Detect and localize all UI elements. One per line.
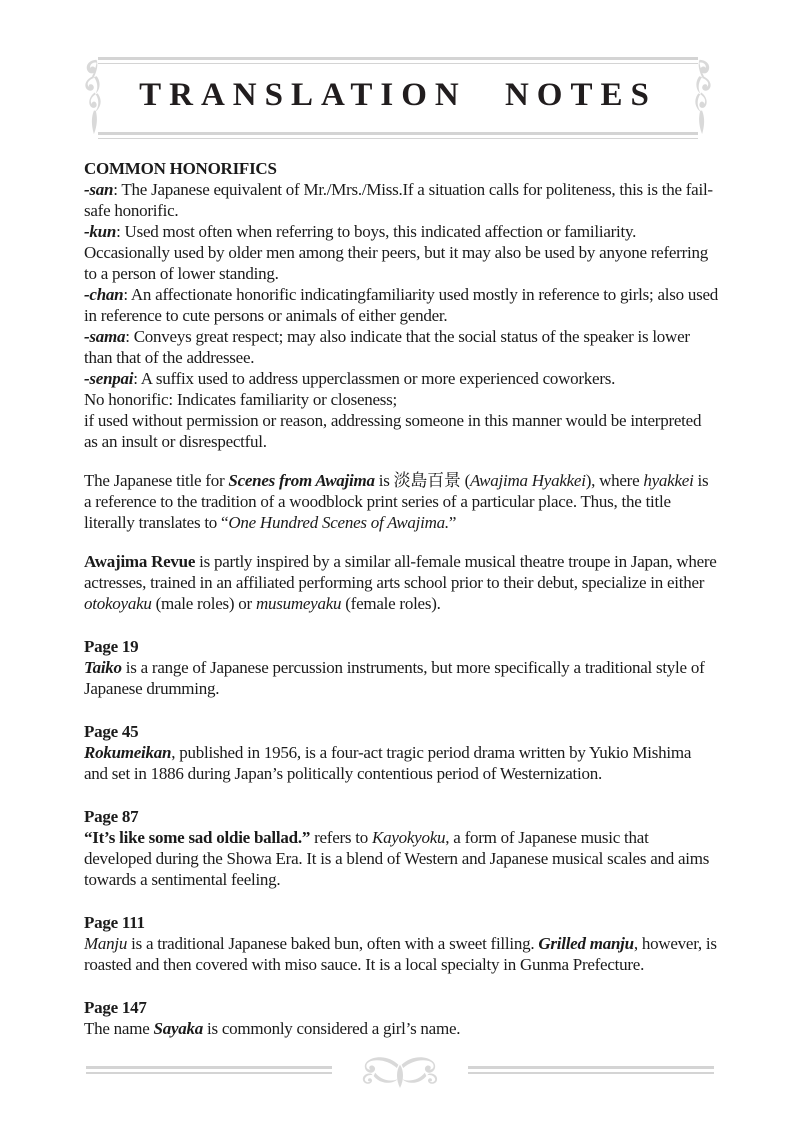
- text-segment: is a traditional Japanese baked bun, often with a sweet filling.: [127, 934, 539, 953]
- text-segment: Page 19: [84, 637, 139, 656]
- honorific-sama: [84, 326, 718, 368]
- text-segment: (male roles) or: [151, 594, 256, 613]
- text-segment: : Conveys great respect; may also indicate that the social status of the speaker is lower than that of the addressee.: [84, 327, 690, 367]
- header-top-rule: [98, 57, 698, 64]
- footer-right-rule: [468, 1066, 714, 1074]
- header-bottom-rule: [98, 132, 698, 139]
- note-awajima-revue: [84, 551, 718, 614]
- honorific-none-continued: [84, 410, 718, 452]
- text-segment: -chan: [84, 285, 124, 304]
- text-segment: Rokumeikan: [84, 743, 172, 762]
- text-segment: is 淡島百景 (: [374, 471, 470, 490]
- text-segment: Page 45: [84, 722, 139, 741]
- text-segment: The name: [84, 1019, 154, 1038]
- honorific-san: [84, 179, 718, 221]
- text-segment: , a form of Japanese music that developed during the Showa Era. It is a blend of Western and Japanese musical scales and aims towards a sentimental feeling.: [84, 828, 710, 889]
- text-segment: : An affectionate honorific indicatingfamiliarity used mostly in reference to girls; also used in reference to cute persons or animals of either gender.: [84, 285, 718, 325]
- text-segment: : The Japanese equivalent of Mr./Mrs./Miss.If a situation calls for politeness, this is the fail-safe honorific.: [84, 180, 713, 220]
- text-segment: , however, is roasted and then covered with miso sauce. It is a local specialty in Gunma Prefecture.: [84, 934, 717, 974]
- rule-line: [98, 63, 698, 65]
- text-segment: is partly inspired by a similar all-female musical theatre troupe in Japan, where actresses, trained in an affiliated performing arts school prior to their debut, specialize in either: [84, 552, 717, 592]
- page-87-heading: [84, 806, 718, 827]
- text-segment: -sama: [84, 327, 126, 346]
- text-segment: ”: [448, 513, 457, 532]
- text-segment: Page 147: [84, 998, 147, 1017]
- text-segment: COMMON HONORIFICS: [84, 159, 277, 178]
- text-segment: “It’s like some sad oldie ballad.”: [84, 828, 311, 847]
- text-segment: Scenes from Awajima: [228, 471, 375, 490]
- note-kayokyoku: [84, 827, 718, 890]
- floral-flourish-right-icon: [690, 59, 716, 135]
- rule-line: [86, 1072, 332, 1074]
- honorific-senpai: [84, 368, 718, 389]
- page-19-heading: [84, 636, 718, 657]
- text-segment: Manju: [84, 934, 128, 953]
- text-segment: The Japanese title for: [84, 471, 229, 490]
- rule-line: [468, 1066, 714, 1069]
- text-segment: Grilled manju: [538, 934, 634, 953]
- text-segment: One Hundred Scenes of Awajima.: [228, 513, 449, 532]
- honorific-kun: [84, 221, 718, 284]
- text-segment: is a reference to the tradition of a woodblock print series of a particular place. Thus, the title literally translates to “: [84, 471, 709, 532]
- text-segment: refers to: [310, 828, 372, 847]
- text-segment: Sayaka: [153, 1019, 203, 1038]
- document-body: [84, 158, 718, 1039]
- note-manju: [84, 933, 718, 975]
- text-segment: if used without permission or reason, addressing someone in this manner would be interpreted as an insult or disrespectful.: [84, 411, 702, 451]
- text-segment: Page 87: [84, 807, 139, 826]
- section-heading-common-honorifics: [84, 158, 718, 179]
- text-segment: -san: [84, 180, 114, 199]
- honorific-chan: [84, 284, 718, 326]
- note-rokumeikan: [84, 742, 718, 784]
- text-segment: : Used most often when referring to boys, this indicated affection or familiarity. Occasionally used by older men among their peers, but it may also be used by anyone referring to a person of lower standing.: [84, 222, 708, 283]
- rule-line: [98, 138, 698, 140]
- page-header: [80, 55, 716, 139]
- note-taiko: [84, 657, 718, 699]
- page-footer: [86, 1054, 714, 1090]
- text-segment: -senpai: [84, 369, 134, 388]
- page-title: TRANSLATION NOTES: [139, 77, 657, 114]
- text-segment: : A suffix used to address upperclassmen or more experienced coworkers.: [133, 369, 616, 388]
- text-segment: musumeyaku: [255, 594, 342, 613]
- rule-line: [86, 1066, 332, 1069]
- text-segment: -kun: [84, 222, 117, 241]
- text-segment: ), where: [585, 471, 644, 490]
- text-segment: Kayokyoku: [372, 828, 446, 847]
- text-segment: is a range of Japanese percussion instruments, but more specifically a traditional style of Japanese drumming.: [84, 658, 705, 698]
- text-segment: Awajima Hyakkei: [469, 471, 586, 490]
- note-japanese-title: [84, 470, 718, 533]
- note-sayaka: [84, 1018, 718, 1039]
- text-segment: (female roles).: [341, 594, 441, 613]
- rule-line: [468, 1072, 714, 1074]
- page-45-heading: [84, 721, 718, 742]
- rule-line: [98, 57, 698, 60]
- text-segment: Page 111: [84, 913, 145, 932]
- rule-line: [98, 132, 698, 135]
- footer-left-rule: [86, 1066, 332, 1074]
- page-147-heading: [84, 997, 718, 1018]
- text-segment: , published in 1956, is a four-act tragic period drama written by Yukio Mishima and set in 1886 during Japan’s politically contentious period of Westernization.: [84, 743, 692, 783]
- text-segment: No honorific: Indicates familiarity or closeness;: [84, 390, 398, 409]
- floral-flourish-center-icon: [340, 1054, 460, 1090]
- page-111-heading: [84, 912, 718, 933]
- text-segment: Awajima Revue: [84, 552, 196, 571]
- text-segment: otokoyaku: [84, 594, 152, 613]
- honorific-none: [84, 389, 718, 410]
- text-segment: is commonly considered a girl’s name.: [203, 1019, 461, 1038]
- text-segment: Taiko: [84, 658, 122, 677]
- text-segment: hyakkei: [643, 471, 694, 490]
